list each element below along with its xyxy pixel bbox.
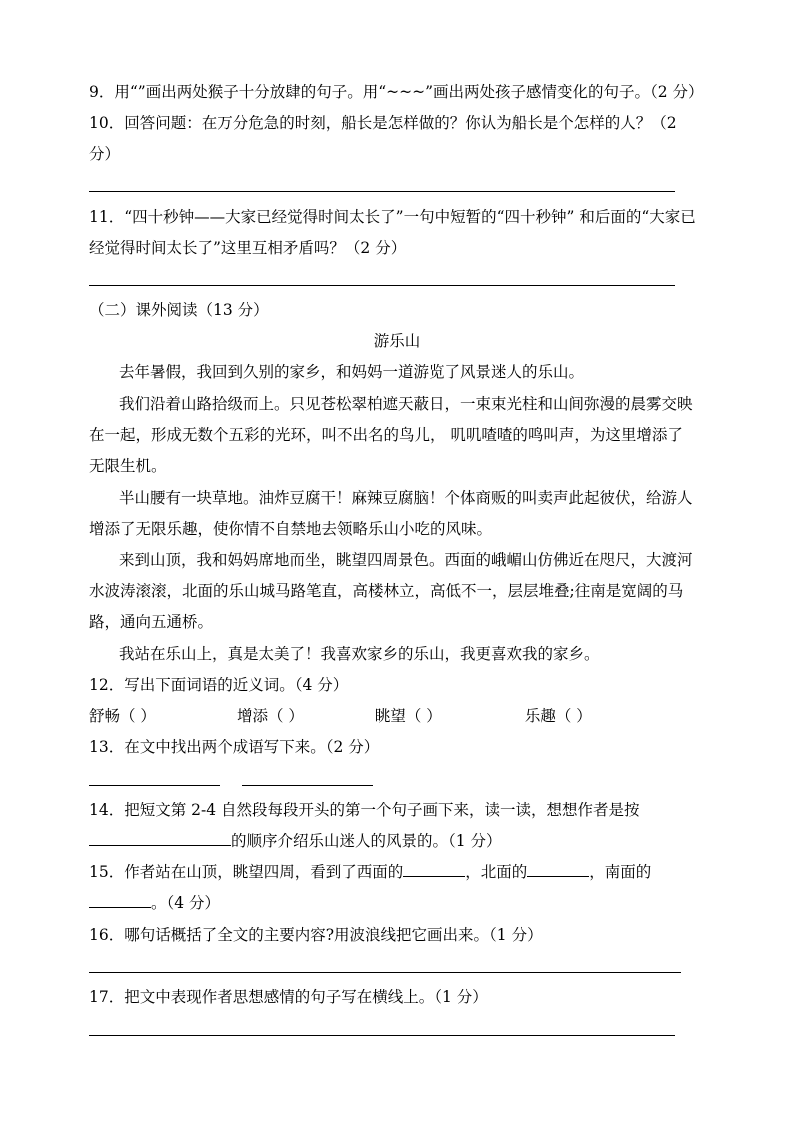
paragraph-1: 去年暑假，我回到久别的家乡，和妈妈一道游览了风景迷人的乐山。: [119, 363, 585, 381]
answer-line-10[interactable]: [89, 191, 675, 192]
question-15-line-2: [89, 893, 220, 913]
question-10-line-1: 10．回答问题：在万分危急的时刻，船长是怎样做的？你认为船长是个怎样的人？（2: [89, 114, 677, 132]
answer-line-13a[interactable]: [89, 785, 220, 786]
paragraph-2-line-2: 在一起，形成无数个五彩的光环，叫不出名的鸟儿， 叽叽喳喳的鸣叫声，为这里增添了: [89, 426, 683, 444]
question-14-line-2: [89, 831, 502, 851]
answer-line-16[interactable]: [89, 972, 681, 973]
paragraph-3-line-1: 半山腰有一块草地。油炸豆腐干！麻辣豆腐脑！个体商贩的叫卖声此起彼伏，给游人: [119, 489, 693, 507]
paragraph-4-line-3: 路，通向五通桥。: [89, 613, 214, 631]
synonym-item-tiaowang[interactable]: 眺望（ ）: [374, 707, 442, 725]
q15-part-c: ，南面的: [589, 863, 652, 881]
answer-line-13b[interactable]: [242, 785, 373, 786]
answer-blank-south[interactable]: [89, 893, 151, 908]
question-14-line-1: 14．把短文第 2-4 自然段每段开头的第一个句子画下来，读一读，想想作者是按: [89, 801, 640, 819]
q15-part-a: 15．作者站在山顶，眺望四周，看到了西面的: [89, 863, 404, 881]
q15-part-d: 。（4 分）: [151, 894, 221, 912]
answer-blank-14[interactable]: [89, 831, 231, 846]
synonym-item-shuchang[interactable]: 舒畅（ ）: [89, 707, 156, 725]
paragraph-4-line-1: 来到山顶，我和妈妈席地而坐，眺望四周景色。西面的峨嵋山仿佛近在咫尺，大渡河: [119, 551, 693, 569]
question-17: 17．把文中表现作者思想感情的句子写在横线上。（1 分）: [89, 988, 488, 1006]
answer-blank-west[interactable]: [403, 862, 465, 877]
question-15-line-1: [89, 862, 651, 882]
answer-line-17[interactable]: [89, 1035, 675, 1036]
synonym-item-zengtian[interactable]: 增添（ ）: [236, 707, 304, 725]
paragraph-5: 我站在乐山上，真是太美了！我喜欢家乡的乐山，我更喜欢我的家乡。: [119, 645, 600, 663]
question-13: 13．在文中找出两个成语写下来。（2 分）: [89, 738, 380, 756]
synonym-row: [89, 706, 592, 726]
question-11-line-1: 11．“四十秒钟——大家已经觉得时间太长了”一句中短暂的“四十秒钟” 和后面的“大家已: [89, 208, 696, 226]
section-heading: （二）课外阅读（13 分）: [89, 301, 269, 319]
question-16: 16．哪句话概括了全文的主要内容?用波浪线把它画出来。（1 分）: [89, 926, 543, 944]
question-12: 12．写出下面词语的近义词。（4 分）: [89, 676, 349, 694]
paragraph-2-line-1: 我们沿着山路拾级而上。只见苍松翠柏遮天蔽日，一束束光柱和山间弥漫的晨雾交映: [119, 395, 693, 413]
question-10-line-2: 分）: [89, 145, 121, 163]
question-11-line-2: 经觉得时间太长了”这里互相矛盾吗？（2 分）: [89, 239, 407, 257]
q15-part-b: ，北面的: [465, 863, 528, 881]
question-14-line-2-text: 的顺序介绍乐山迷人的风景的。（1 分）: [231, 832, 502, 850]
answer-line-11[interactable]: [89, 285, 675, 286]
question-9: 9．用“”画出两处猴子十分放肆的句子。用“~~~”画出两处孩子感情变化的句子。（2 分）: [89, 83, 704, 101]
paragraph-2-line-3: 无限生机。: [89, 457, 167, 475]
answer-blank-north[interactable]: [527, 862, 589, 877]
synonym-item-lequ[interactable]: 乐趣（ ）: [524, 707, 592, 725]
paragraph-4-line-2: 水波涛滚滚，北面的乐山城马路笔直，高楼林立，高低不一，层层堆叠;往南是宽阔的马: [89, 582, 684, 600]
passage-title: 游乐山: [373, 332, 421, 350]
paragraph-3-line-2: 增添了无限乐趣，使你情不自禁地去领略乐山小吃的风味。: [89, 520, 493, 538]
